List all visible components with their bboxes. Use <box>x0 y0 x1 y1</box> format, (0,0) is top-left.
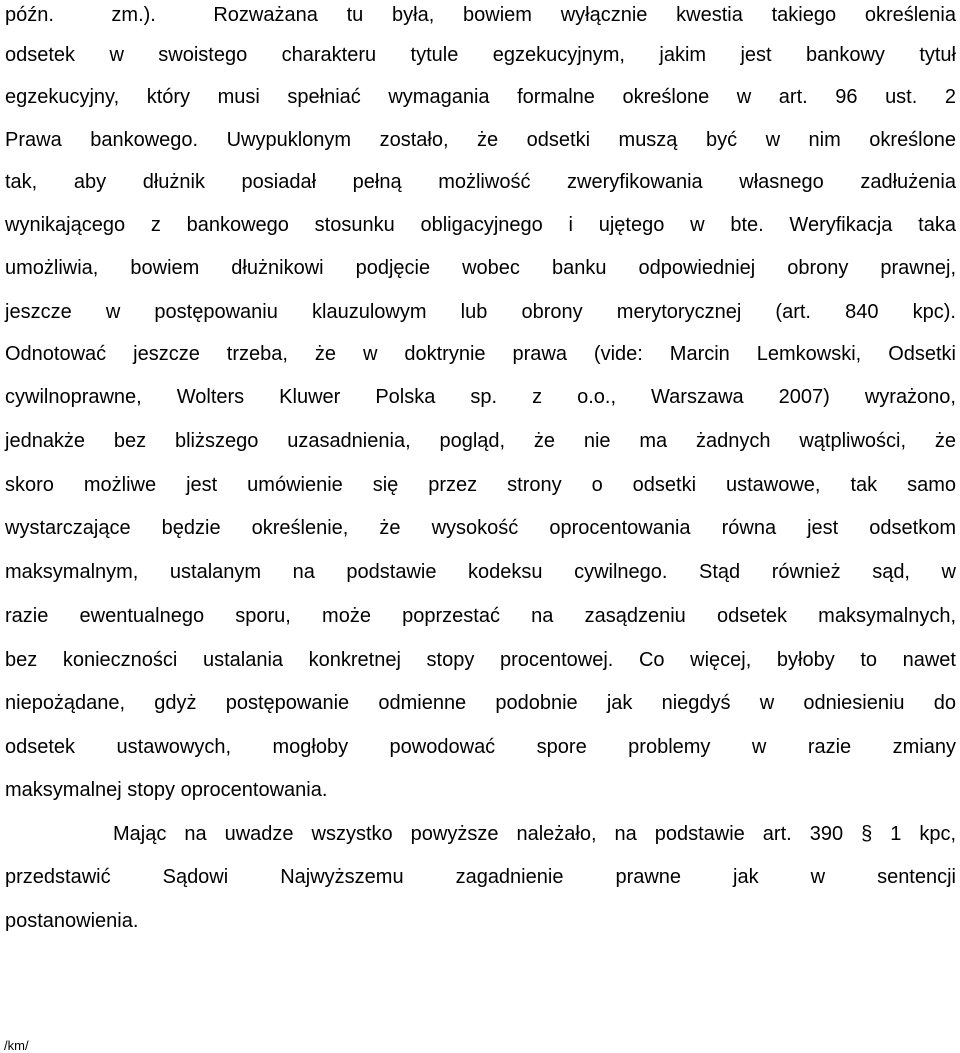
body-text-line: cywilnoprawne, Wolters Kluwer Polska sp. z o.o., Warszawa 2007) wyrażono, <box>5 386 956 408</box>
body-text-line: bez konieczności ustalania konkretnej stopy procentowej. Co więcej, byłoby to nawet <box>5 649 956 671</box>
body-text-line: odsetek w swoistego charakteru tytule egzekucyjnym, jakim jest bankowy tytuł <box>5 44 956 66</box>
body-text-line: wynikającego z bankowego stosunku obligacyjnego i ujętego w bte. Weryfikacja taka <box>5 214 956 236</box>
body-text-line: tak, aby dłużnik posiadał pełną możliwość zweryfikowania własnego zadłużenia <box>5 171 956 193</box>
body-text-line: późn. zm.). Rozważana tu była, bowiem wyłącznie kwestia takiego określenia <box>5 4 956 26</box>
body-text-line: umożliwia, bowiem dłużnikowi podjęcie wobec banku odpowiedniej obrony prawnej, <box>5 257 956 279</box>
body-text-line: maksymalnej stopy oprocentowania. <box>5 779 328 801</box>
body-text-line: przedstawić Sądowi Najwyższemu zagadnienie prawne jak w sentencji <box>5 866 956 888</box>
body-text-line: Prawa bankowego. Uwypuklonym zostało, że odsetki muszą być w nim określone <box>5 129 956 151</box>
body-text-line: egzekucyjny, który musi spełniać wymagania formalne określone w art. 96 ust. 2 <box>5 86 956 108</box>
body-text-line: Odnotować jeszcze trzeba, że w doktrynie prawa (vide: Marcin Lemkowski, Odsetki <box>5 343 956 365</box>
body-text-line: Mając na uwadze wszystko powyższe należało, na podstawie art. 390 § 1 kpc, <box>5 823 956 845</box>
body-text-line: jeszcze w postępowaniu klauzulowym lub obrony merytorycznej (art. 840 kpc). <box>5 301 956 323</box>
body-text-line: niepożądane, gdyż postępowanie odmienne podobnie jak niegdyś w odniesieniu do <box>5 692 956 714</box>
body-text-line: jednakże bez bliższego uzasadnienia, pogląd, że nie ma żadnych wątpliwości, że <box>5 430 956 452</box>
body-text-line: odsetek ustawowych, mogłoby powodować spore problemy w razie zmiany <box>5 736 956 758</box>
body-text-line: razie ewentualnego sporu, może poprzestać na zasądzeniu odsetek maksymalnych, <box>5 605 956 627</box>
body-text-line: maksymalnym, ustalanym na podstawie kodeksu cywilnego. Stąd również sąd, w <box>5 561 956 583</box>
footer-initials: /km/ <box>4 1038 29 1053</box>
body-text-line: postanowienia. <box>5 910 139 932</box>
body-text-line: skoro możliwe jest umówienie się przez strony o odsetki ustawowe, tak samo <box>5 474 956 496</box>
body-text-line: wystarczające będzie określenie, że wysokość oprocentowania równa jest odsetkom <box>5 517 956 539</box>
